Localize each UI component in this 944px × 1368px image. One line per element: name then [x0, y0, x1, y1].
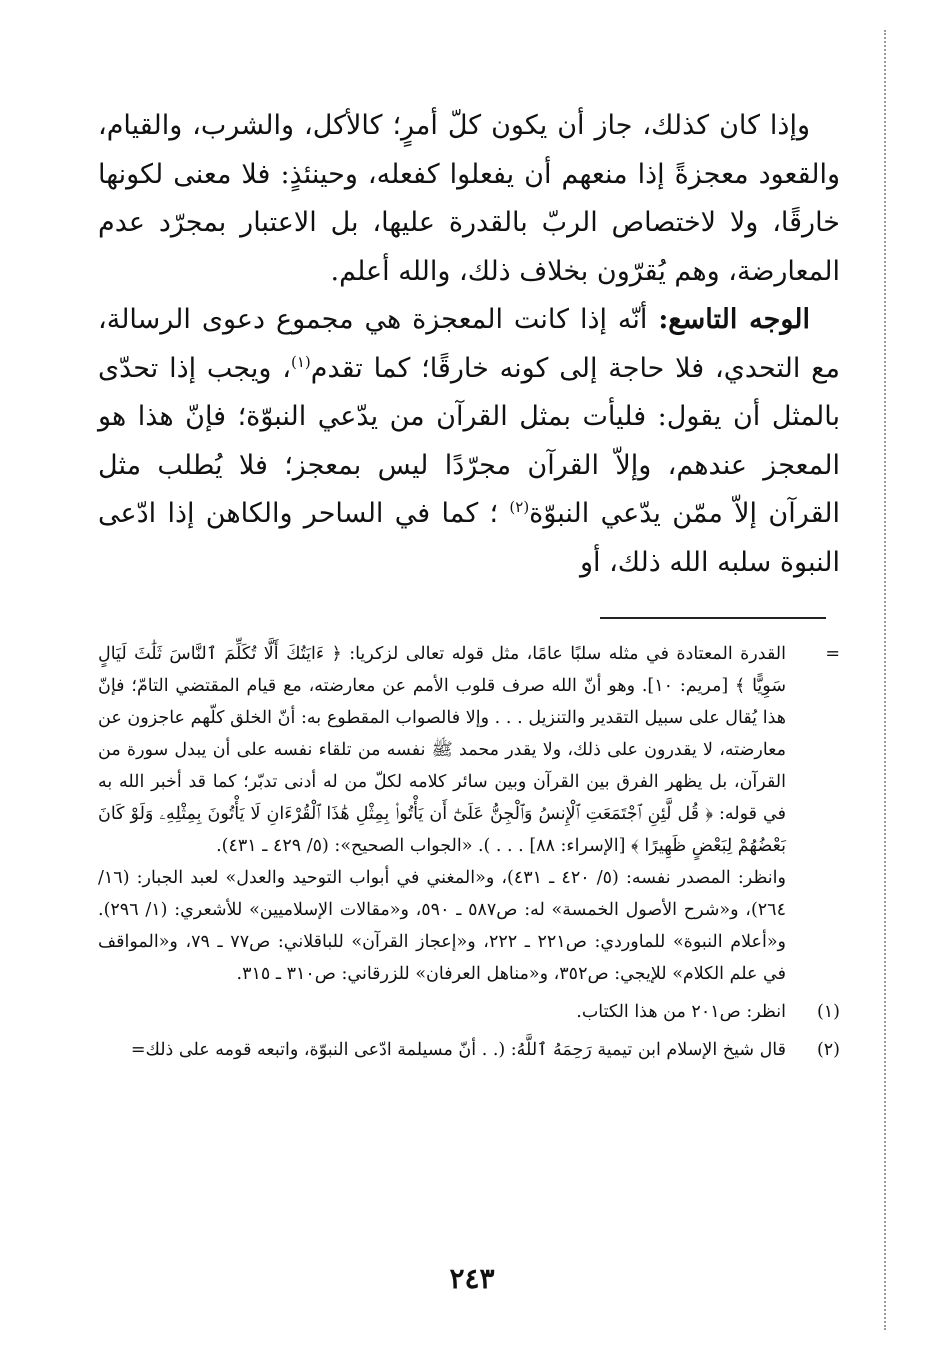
footnote-continuation — [98, 638, 840, 990]
footnote-separator — [600, 617, 826, 619]
main-text-block — [98, 102, 840, 587]
paragraph-2-text-a: أنّه إذا كانت المعجزة هي مجموع دعوى الرسالة، مع التحدي، فلا حاجة إلى كونه خارقًا؛ كما تقدم — [98, 304, 840, 384]
continuation-mark: = — [825, 644, 840, 664]
footnote-number: (٢) — [816, 1040, 840, 1060]
footnote-item-1 — [98, 996, 840, 1028]
footnote-number: (١) — [816, 1002, 840, 1022]
paragraph-1: وإذا كان كذلك، جاز أن يكون كلّ أمرٍ؛ كالأكل، والشرب، والقيام، والقعود معجزةً إذا منعهم أن يفعلوا كفعله، وحينئذٍ: فلا معنى لكونها خارقًا، ولا لاختصاص الربّ بالقدرة عليها، بل الاعتبار بمجرّد عدم المعارضة، وهم يُقرّون بخلاف ذلك، والله أعلم. — [98, 110, 841, 287]
paragraph-2-text-c: ؛ كما في الساحر والكاهن إذا ادّعى النبوة سلبه الله ذلك، أو — [98, 498, 840, 578]
page-number: ٢٤٣ — [449, 1262, 495, 1295]
footnote-continuation-paragraph-2: وانظر: المصدر نفسه: (٥/ ٤٢٠ ـ ٤٣١)، و«المغني في أبواب التوحيد والعدل» لعبد الجبار: (١٦/ ٢٦٤)، و«شرح الأصول الخمسة» له: ص٥٨٧ ـ ٥٩٠، و«مقالات الإسلاميين» للأشعري: (١/ ٢٩٦). و«أعلام النبوة» للماوردي: ص٢٢١ ـ ٢٢٢، و«إعجاز القرآن» للباقلاني: ص٧٧ ـ ٧٩، و«المواقف في علم الكلام» للإيجي: ص٣٥٢، و«مناهل العرفان» للزرقاني: ص٣١٠ ـ ٣١٥. — [98, 868, 786, 984]
footnote-text: قال شيخ الإسلام ابن تيمية رَحِمَهُ ٱللَّهُ: (. . أنّ مسيلمة ادّعى النبوّة، واتبعه قومه على ذلك= — [130, 1040, 786, 1060]
section-heading: الوجه التاسع: — [658, 304, 810, 335]
footnote-continuation-paragraph-1: القدرة المعتادة في مثله سلبًا عامًا، مثل قوله تعالى لزكريا: ﴿ ءَايَتُكَ أَلَّا تُكَلِّمَ ٱلنَّاسَ ثَلَٰثَ لَيَالٍ سَوِيًّا ﴾ [مريم: ١٠]. وهو أنّ الله صرف قلوب الأمم عن معارضته، مع قيام المقتضي التامّ؛ فإنّ هذا يُقال على سبيل التقدير والتنزيل . . . وإلا فالصواب المقطوع به: أنّ الخلق كلّهم عاجزون عن معارضته، لا يقدرون على ذلك، ولا يقدر محمد ﷺ نفسه من تلقاء نفسه على أن يبدل سورة من القرآن، بل يظهر الفرق بين القرآن وبين سائر كلامه لكلّ من له أدنى تدبّر؛ كما قد أخبر الله به في قوله: ﴿ قُل لَّئِنِ ٱجْتَمَعَتِ ٱلْإِنسُ وَٱلْجِنُّ عَلَىٰٓ أَن يَأْتُوا۟ بِمِثْلِ هَٰذَا ٱلْقُرْءَانِ لَا يَأْتُونَ بِمِثْلِهِۦ وَلَوْ كَانَ بَعْضُهُمْ لِبَعْضٍ ظَهِيرًا ﴾ [الإسراء: ٨٨] . . . ). «الجواب الصحيح»: (٥/ ٤٢٩ ـ ٤٣١). — [98, 644, 786, 856]
footnote-text: انظر: ص٢٠١ من هذا الكتاب. — [576, 1002, 786, 1022]
paragraph-2-text-b: ، ويجب إذا تحدّى بالمثل أن يقول: فليأت بمثل القرآن من يدّعي النبوّة؛ فإنّ هذا هو المعجز عندهم، وإلاّ القرآن مجرّدًا ليس بمعجز؛ فلا يُطلب مثل القرآن إلاّ ممّن يدّعي النبوّة — [98, 352, 840, 529]
footnote-item-2 — [98, 1034, 840, 1066]
paragraph-2 — [98, 296, 840, 587]
page-edge-dotted-line — [884, 30, 886, 1330]
footnote-ref-2[interactable]: (٢) — [509, 498, 530, 516]
footnote-ref-1[interactable]: (١) — [290, 352, 311, 371]
footnotes-block — [98, 638, 840, 1066]
